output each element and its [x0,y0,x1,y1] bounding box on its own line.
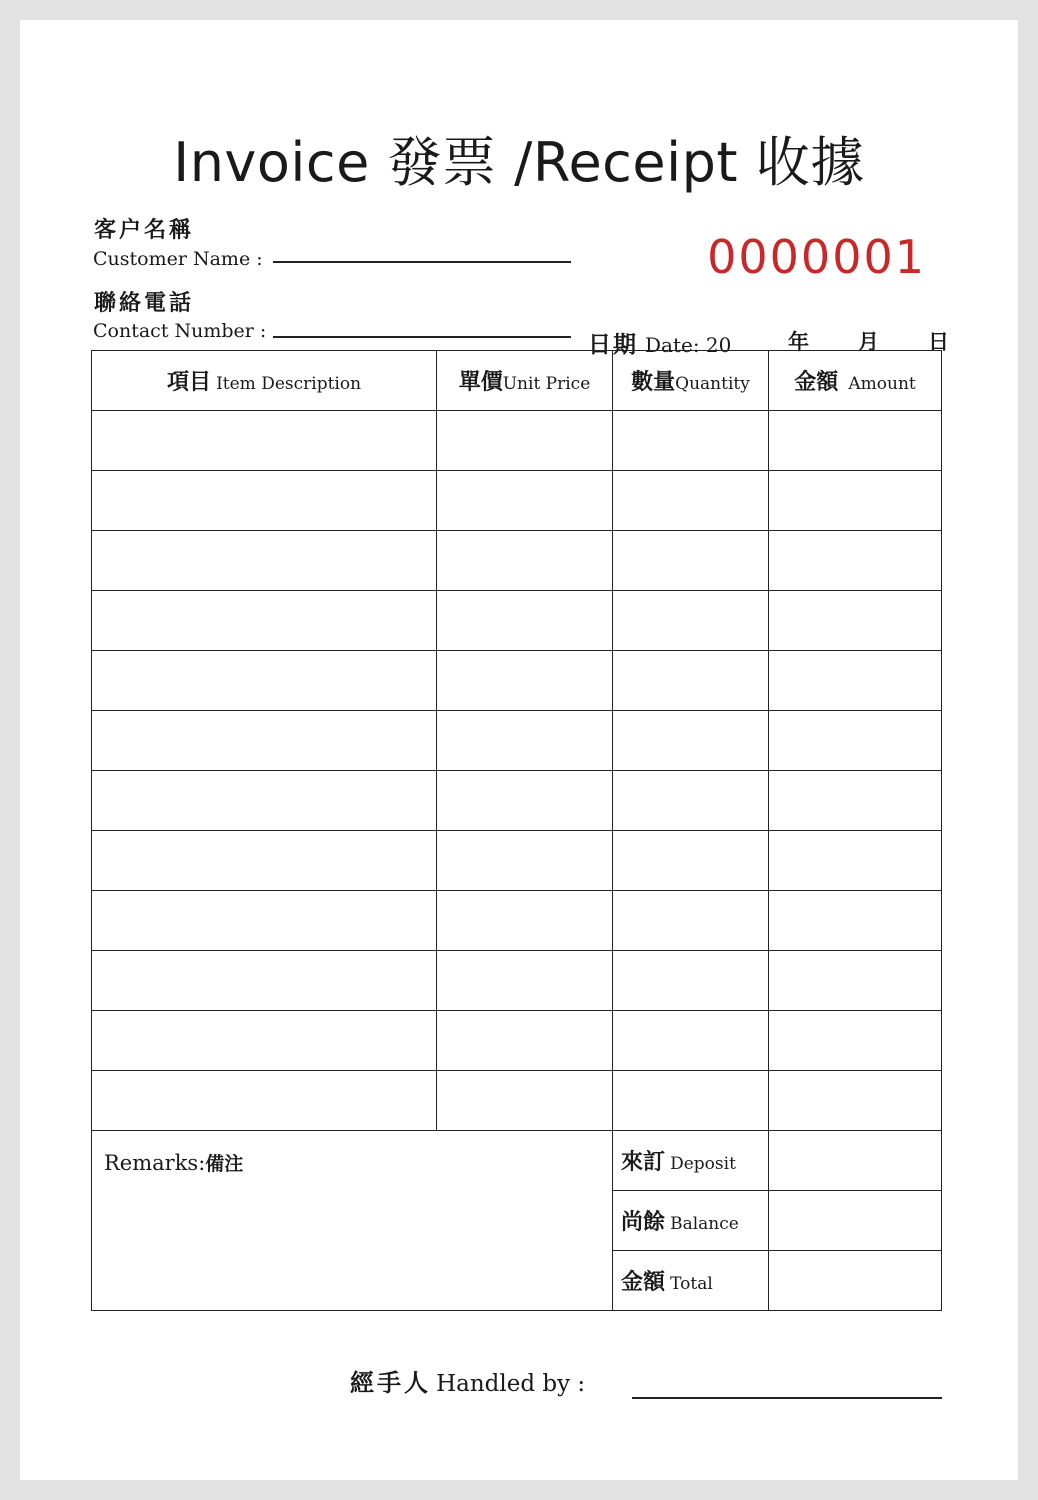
deposit-label: 來訂 Deposit [613,1131,769,1191]
amount-cell[interactable] [769,951,942,1011]
quantity-cell[interactable] [613,411,769,471]
amount-cell[interactable] [769,891,942,951]
item-description-cell[interactable] [92,531,437,591]
header-unit-price: 單價Unit Price [437,351,613,411]
handled-by-line [632,1397,942,1399]
quantity-cell[interactable] [613,831,769,891]
amount-cell[interactable] [769,711,942,771]
amount-cell[interactable] [769,531,942,591]
quantity-cell[interactable] [613,711,769,771]
table-row [92,531,942,591]
deposit-value-cell[interactable] [769,1131,942,1191]
remarks-label-en: Remarks: [104,1151,206,1175]
item-description-cell[interactable] [92,471,437,531]
unit-price-cell[interactable] [437,411,613,471]
item-description-cell[interactable] [92,411,437,471]
date-label-en: Date: 20 [645,333,732,357]
table-row [92,471,942,531]
table-header-row [92,351,942,411]
amount-cell[interactable] [769,831,942,891]
date-month-unit: 月 [858,329,879,354]
unit-price-cell[interactable] [437,591,613,651]
handled-by-label-zh: 經手人 [350,1368,431,1397]
unit-price-cell[interactable] [437,1011,613,1071]
items-table [91,350,942,1311]
item-description-cell[interactable] [92,1011,437,1071]
total-value-cell[interactable] [769,1251,942,1311]
table-row [92,591,942,651]
date-year-unit: 年 [788,329,809,354]
contact-number-label-en: Contact Number : [93,320,267,342]
quantity-cell[interactable] [613,951,769,1011]
quantity-cell[interactable] [613,531,769,591]
table-row [92,1071,942,1131]
date-label-zh: 日期 [588,331,638,358]
item-description-cell[interactable] [92,711,437,771]
quantity-cell[interactable] [613,651,769,711]
item-description-cell[interactable] [92,591,437,651]
table-row [92,831,942,891]
unit-price-cell[interactable] [437,651,613,711]
summary-row-deposit [92,1131,942,1191]
table-row [92,951,942,1011]
unit-price-cell[interactable] [437,891,613,951]
contact-number-label-zh: 聯絡電話 [94,290,195,316]
table-row [92,1011,942,1071]
amount-cell[interactable] [769,471,942,531]
table-row [92,891,942,951]
table-row [92,411,942,471]
item-description-cell[interactable] [92,951,437,1011]
customer-name-line [273,261,571,263]
invoice-page [20,20,1018,1480]
item-description-cell[interactable] [92,891,437,951]
total-label: 金額 Total [613,1251,769,1311]
header-quantity: 數量Quantity [613,351,769,411]
unit-price-cell[interactable] [437,771,613,831]
date-day-unit: 日 [928,329,949,354]
unit-price-cell[interactable] [437,831,613,891]
unit-price-cell[interactable] [437,471,613,531]
handled-by-label-en: Handled by : [436,1371,586,1397]
table-row [92,771,942,831]
page-title: Invoice 發票 /Receipt 收據 [173,131,865,194]
customer-name-label-en: Customer Name : [93,248,263,270]
handled-by [350,1363,585,1398]
quantity-cell[interactable] [613,591,769,651]
amount-cell[interactable] [769,591,942,651]
unit-price-cell[interactable] [437,711,613,771]
balance-label: 尚餘 Balance [613,1191,769,1251]
item-description-cell[interactable] [92,831,437,891]
quantity-cell[interactable] [613,1011,769,1071]
balance-value-cell[interactable] [769,1191,942,1251]
unit-price-cell[interactable] [437,1071,613,1131]
amount-cell[interactable] [769,1071,942,1131]
header-amount: 金額 Amount [769,351,942,411]
remarks-label-zh: 備注 [205,1153,244,1175]
amount-cell[interactable] [769,771,942,831]
table-row [92,651,942,711]
header-item-description: 項目 Item Description [92,351,437,411]
quantity-cell[interactable] [613,471,769,531]
invoice-number: 0000001 [707,230,926,284]
customer-name-label-zh: 客户名稱 [94,217,195,243]
amount-cell[interactable] [769,411,942,471]
table-row [92,711,942,771]
quantity-cell[interactable] [613,891,769,951]
item-description-cell[interactable] [92,651,437,711]
item-description-cell[interactable] [92,771,437,831]
amount-cell[interactable] [769,651,942,711]
contact-number-line [273,336,571,338]
unit-price-cell[interactable] [437,531,613,591]
item-description-cell[interactable] [92,1071,437,1131]
amount-cell[interactable] [769,1011,942,1071]
quantity-cell[interactable] [613,1071,769,1131]
unit-price-cell[interactable] [437,951,613,1011]
quantity-cell[interactable] [613,771,769,831]
remarks-area[interactable] [92,1131,613,1311]
